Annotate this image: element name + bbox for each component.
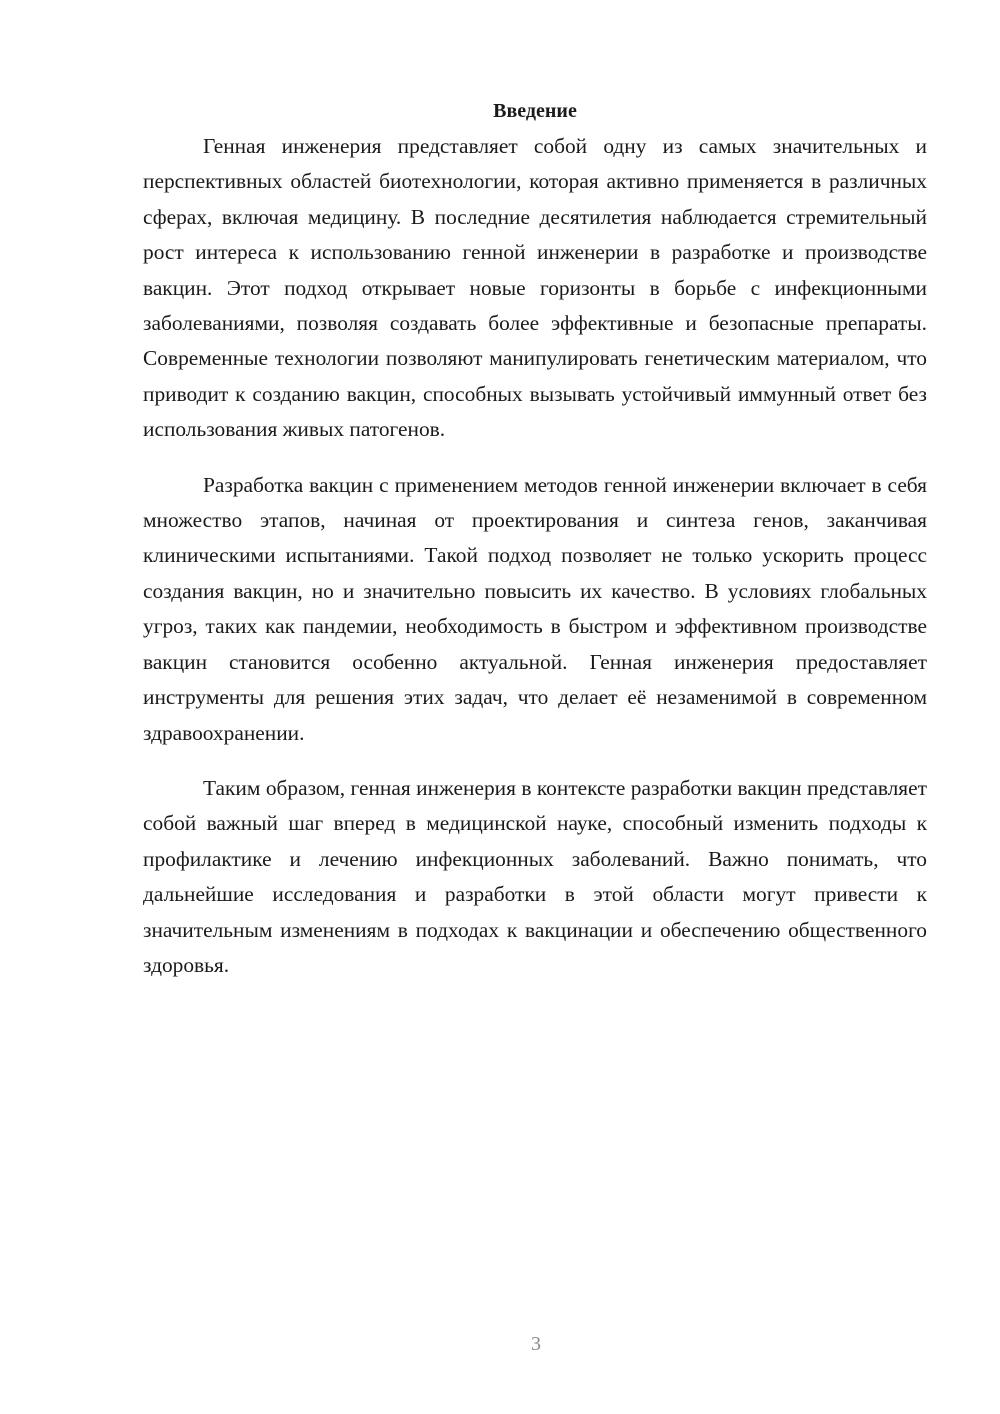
paragraph-1: Генная инженерия представляет собой одну из самых значительных и перспективных областей биотехнологии, которая активно применяется в различных сферах, включая медицину. В последние десятилетия наблюдается стремительный рост интереса к использованию генной инженерии в разработке и производстве вакцин. Этот подход открывает новые горизонты в борьбе с инфекционными заболеваниями, позволяя создавать более эффективные и безопасные препараты. Современные технологии позволяют манипулировать генетическим материалом, что приводит к созданию вакцин, способных вызывать устойчивый иммунный ответ без использования живых патогенов.: [143, 134, 927, 442]
page-number: 3: [531, 1333, 541, 1355]
section-heading: Введение: [493, 100, 577, 122]
paragraph-3: Таким образом, генная инженерия в контексте разработки вакцин представляет собой важный шаг вперед в медицинской науке, способный изменить подходы к профилактике и лечению инфекционных заболеваний. Важно понимать, что дальнейшие исследования и разработки в этой области могут привести к значительным изменениям в подходах к вакцинации и обеспечению общественного здоровья.: [143, 775, 927, 977]
paragraph-2: Разработка вакцин с применением методов генной инженерии включает в себя множество этапов, начиная от проектирования и синтеза генов, заканчивая клиническими испытаниями. Такой подход позволяет не только ускорить процесс создания вакцин, но и значительно повысить их качество. В условиях глобальных угроз, таких как пандемии, необходимость в быстром и эффективном производстве вакцин становится особенно актуальной. Генная инженерия предоставляет инструменты для решения этих задач, что делает её незаменимой в современном здравоохранении.: [143, 472, 927, 745]
page-content: [143, 96, 927, 983]
